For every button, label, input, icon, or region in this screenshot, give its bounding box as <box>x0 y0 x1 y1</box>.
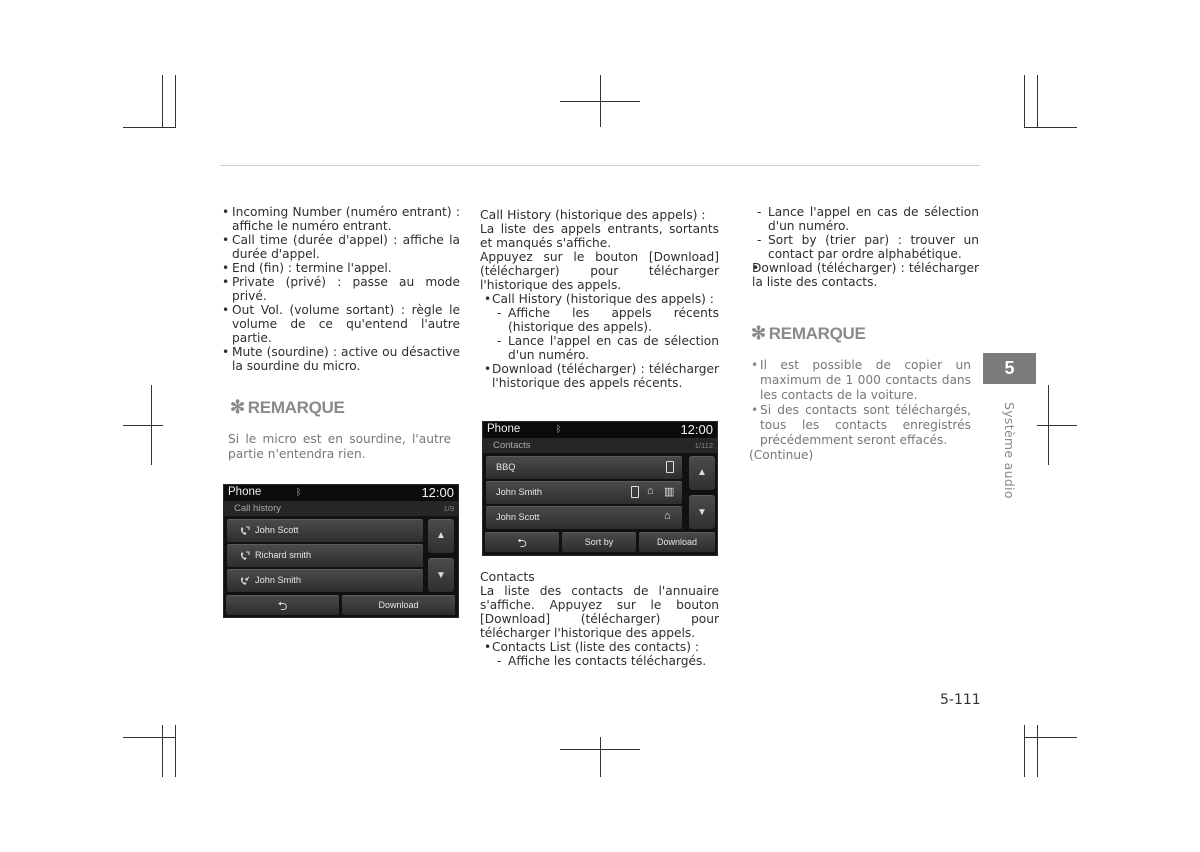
download-button[interactable] <box>342 595 455 615</box>
remark-heading-2 <box>751 323 866 344</box>
sort-by-button[interactable] <box>562 532 636 552</box>
crop-mark <box>1037 725 1038 777</box>
office-icon: ▥ <box>664 486 675 498</box>
screen-status-bar <box>483 422 717 438</box>
contact-row[interactable] <box>486 506 682 529</box>
crop-mark <box>162 75 163 127</box>
download-button-label: Download <box>378 600 419 610</box>
incoming-call-icon <box>239 574 251 586</box>
row-label: John Smith <box>496 487 542 497</box>
crop-mark <box>560 749 640 750</box>
list-item: • Incoming Number (numéro entrant) : affiche le numéro entrant. <box>222 205 460 233</box>
list-item: • Mute (sourdine) : active ou désactive la sourdine du micro. <box>222 345 460 373</box>
crop-mark <box>123 737 176 738</box>
screen-subtitle: Contacts <box>493 440 531 451</box>
back-button[interactable] <box>485 532 559 552</box>
page-indicator: 1/112 <box>694 441 713 450</box>
crop-mark <box>123 127 176 128</box>
remark-title: REMARQUE <box>768 324 866 343</box>
back-arrow-icon: ⮌ <box>277 599 288 613</box>
back-button[interactable] <box>226 595 339 615</box>
remark-title: REMARQUE <box>247 398 345 417</box>
call-history-row[interactable] <box>227 544 423 567</box>
call-history-row[interactable] <box>227 569 423 592</box>
screen-subtitle: Call history <box>234 503 281 514</box>
section-title: Système audio <box>1002 402 1017 499</box>
call-history-row[interactable] <box>227 519 423 542</box>
crop-mark <box>1024 75 1025 127</box>
sort-by-label: Sort by <box>584 537 614 547</box>
outgoing-call-icon <box>239 524 251 536</box>
list-item: • Call History (historique des appels) : <box>480 292 719 306</box>
triangle-down-icon: ▼ <box>436 570 446 581</box>
row-label: Richard smith <box>255 550 312 560</box>
call-history-screen <box>223 484 459 618</box>
page-indicator: 1/9 <box>443 504 454 513</box>
paragraph: La liste des appels entrants, sortants et manqués s'affiche. <box>480 222 719 250</box>
list-item: • Private (privé) : passe au mode privé. <box>222 275 460 303</box>
clock: 12:00 <box>421 485 454 500</box>
dash-item: - Lance l'appel en cas de sélection d'un numéro. <box>748 205 979 233</box>
crop-mark <box>175 725 176 777</box>
triangle-up-icon: ▲ <box>436 530 446 541</box>
paragraph: Appuyez sur le bouton [Download] (télécharger) pour télécharger l'historique des appels. <box>480 250 719 292</box>
paragraph: La liste des contacts de l'annuaire s'affiche. Appuyez sur le bouton [Download] (télécharger) pour télécharger l'historique des appels. <box>480 584 719 640</box>
row-label: BBQ <box>496 462 516 472</box>
list-item: • Si des contacts sont téléchargés, tous les contacts enregistrés précédemment seront effacés. <box>749 403 971 448</box>
crop-mark <box>560 101 640 102</box>
scroll-down-button[interactable] <box>689 495 715 529</box>
triangle-down-icon: ▼ <box>697 507 707 518</box>
download-button[interactable] <box>639 532 715 552</box>
bluetooth-icon: ᛒ <box>296 487 302 497</box>
crop-mark <box>1037 75 1038 127</box>
dash-item: - Sort by (trier par) : trouver un contact par ordre alphabétique. <box>748 233 979 261</box>
contact-row[interactable] <box>486 456 682 479</box>
list-item: • Out Vol. (volume sortant) : règle le volume de ce qu'entend l'autre partie. <box>222 303 460 345</box>
page-number: 5-111 <box>940 692 981 708</box>
scroll-up-button[interactable] <box>428 519 454 553</box>
crop-mark <box>1024 725 1025 777</box>
column-2 <box>480 208 719 390</box>
list-item: • Il est possible de copier un maximum de 1 000 contacts dans les contacts de la voiture. <box>749 358 971 403</box>
bluetooth-icon: ᛒ <box>556 424 562 434</box>
triangle-up-icon: ▲ <box>697 467 707 478</box>
mobile-phone-icon <box>631 486 639 501</box>
dash-item: - Affiche les contacts téléchargés. <box>480 654 719 668</box>
contacts-section <box>480 570 719 668</box>
outgoing-call-icon <box>239 549 251 561</box>
header-rule <box>220 165 980 166</box>
remark-text-1: Si le micro est en sourdine, l'autre partie n'entendra rien. <box>228 432 451 461</box>
scroll-down-button[interactable] <box>428 558 454 592</box>
home-icon: ⌂ <box>664 510 671 522</box>
crop-mark <box>1024 737 1077 738</box>
list-item: • Contacts List (liste des contacts) : <box>480 640 719 654</box>
list-item: • End (fin) : termine l'appel. <box>222 261 460 275</box>
crop-mark <box>162 725 163 777</box>
row-label: John Scott <box>255 525 299 535</box>
screen-status-bar <box>224 485 458 501</box>
scroll-up-button[interactable] <box>689 456 715 490</box>
column-1 <box>222 205 460 373</box>
call-history-heading: Call History (historique des appels) : <box>480 207 706 222</box>
list-item: • Download (télécharger) : télécharger l'historique des appels récents. <box>480 362 719 390</box>
crop-mark <box>175 75 176 127</box>
continue-note: (Continue) <box>749 448 814 462</box>
dash-item: - Affiche les appels récents (historique des appels). <box>480 306 719 334</box>
row-label: John Scott <box>496 512 540 522</box>
dash-item: - Lance l'appel en cas de sélection d'un numéro. <box>480 334 719 362</box>
remark-list-2 <box>749 358 971 463</box>
screen-title: Phone <box>487 423 521 435</box>
list-item: • Download (télécharger) : télécharger la liste des contacts. <box>748 261 979 289</box>
crop-mark <box>1037 425 1077 426</box>
screen-subheader <box>224 501 458 516</box>
chapter-tab: 5 <box>983 353 1036 384</box>
column-3 <box>748 205 979 289</box>
contact-row[interactable] <box>486 481 682 504</box>
back-arrow-icon: ⮌ <box>517 536 527 550</box>
asterisk-icon: ✻ <box>230 397 245 417</box>
row-label: John Smith <box>255 575 301 585</box>
contacts-heading: Contacts <box>480 569 535 584</box>
screen-title: Phone <box>228 486 262 498</box>
download-button-label: Download <box>656 537 698 547</box>
crop-mark <box>1024 127 1077 128</box>
screen-subheader <box>483 438 717 453</box>
crop-mark <box>123 425 163 426</box>
asterisk-icon: ✻ <box>751 323 766 343</box>
crop-mark <box>600 737 601 777</box>
remark-heading-1 <box>230 397 345 418</box>
clock: 12:00 <box>680 422 713 437</box>
mobile-phone-icon <box>666 461 674 476</box>
list-item: • Call time (durée d'appel) : affiche la durée d'appel. <box>222 233 460 261</box>
home-icon: ⌂ <box>647 485 654 497</box>
contacts-screen <box>482 421 718 556</box>
